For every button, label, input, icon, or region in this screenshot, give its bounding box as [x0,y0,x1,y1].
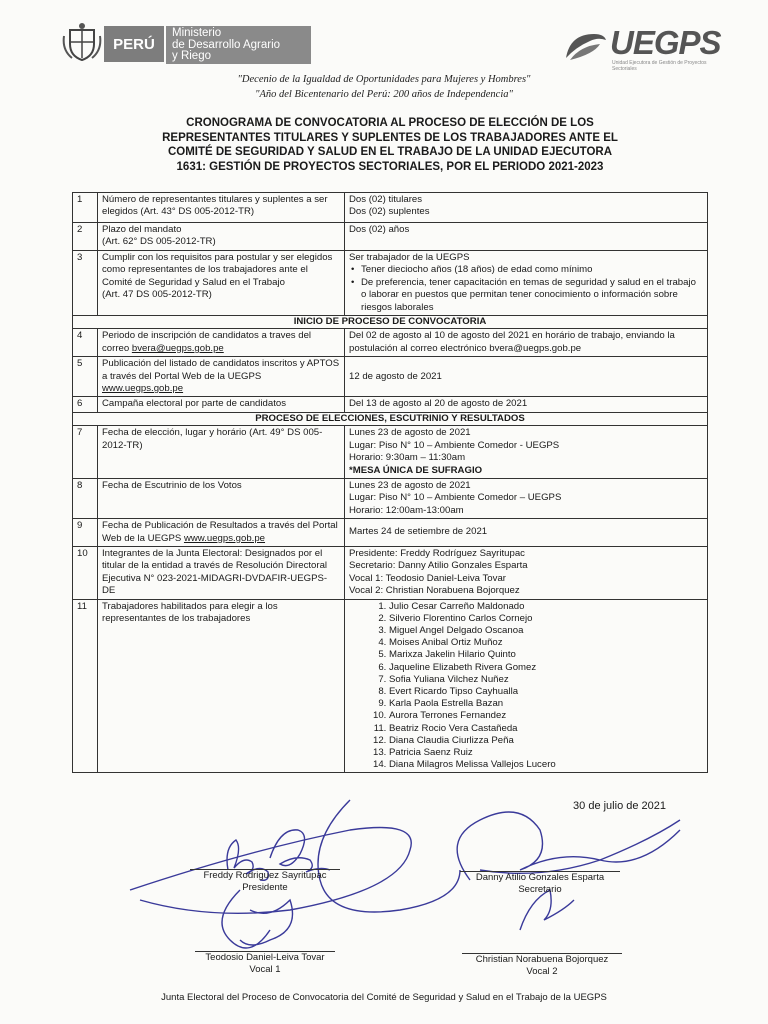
signature-president: Freddy Rodriguez Sayritupac Presidente [190,869,340,894]
list-item: 6. Jaqueline Elizabeth Rivera Gomez [389,662,703,674]
document-title: CRONOGRAMA DE CONVOCATORIA AL PROCESO DE ELECCIÓN DE LOS REPRESENTANTES TITULARES Y SUPLENTES DE LOS TRABAJADORES ANTE EL COMITÉ DE SEGURIDAD Y SALUD EN EL TRABAJO DE LA UNIDAD EJECUTORA 1631: GESTIÓN DE PROYECTOS SECTORIALES, POR EL PERIODO 2021-2023 [162,117,618,173]
list-item: 14. Diana Milagros Melissa Vallejos Lucero [389,759,703,771]
table-row: 4 Periodo de inscripción de candidatos a traves del correo bvera@uegps.gob.pe Del 02 de agosto al 10 de agosto del 2021 en horário de trabajo, enviando la postulación al correo electrónico bvera@uegps.gob.pe [73,329,708,357]
list-item: 7. Sofia Yuliana Vilchez Nuñez [389,674,703,686]
section-header: PROCESO DE ELECCIONES, ESCUTRINIO Y RESULTADOS [73,412,708,425]
table-row: 2 Plazo del mandato (Art. 62° DS 005-2012-TR) Dos (02) años [73,223,708,251]
uegps-emblem-icon [562,28,608,68]
footer-text: Junta Electoral del Proceso de Convocatoria del Comité de Seguridad y Salud en el Trabajo de la UEGPS [161,992,607,1003]
signature-vocal-2: Christian Norabuena Bojorquez Vocal 2 [462,953,622,978]
list-item: 2. Silverio Florentino Carlos Cornejo [389,613,703,625]
table-row: 8 Fecha de Escutrinio de los Votos Lunes 23 de agosto de 2021 Lugar: Piso N° 10 – Ambiente Comedor – UEGPS Horario: 12:00am-13:00am [73,478,708,518]
peru-label: PERÚ [104,26,164,62]
table-row: 11 Trabajadores habilitados para elegir a los representantes de los trabajadores 1. Julio Cesar Carreño Maldonado 2. Silverio Florentino Carlos Cornejo 3. Miguel Angel Delgado Oscanoa 4. Moises Anibal Ortiz Muñoz 5. Marixza Jakelin Hilario Quinto 6. Jaqueline Elizabeth Rivera Gomez 7. Sofia Yuliana Vilchez Nuñez 8. Evert Ricardo Tipso Cayhualla 9. Karla Paola Estrella Bazan 10. Aurora Terrones Fernandez 11. Beatriz Rocio Vera Castañeda 12. Diana Claudia Ciurlizza Peña 13. Patricia Saenz Ruiz 14. Diana Milagros Melissa Vallejos Lucero [73,599,708,773]
list-item: 11. Beatriz Rocio Vera Castañeda [389,723,703,735]
workers-list [349,601,703,772]
list-item: 10. Aurora Terrones Fernandez [389,710,703,722]
table-row: 6 Campaña electoral por parte de candidatos Del 13 de agosto al 20 de agosto de 2021 [73,397,708,412]
table-row: 10 Integrantes de la Junta Electoral: Designados por el titular de la entidad a través de Resolución Directoral Ejecutiva N° 023-2021-MIDAGRI-DVDAFIR-UEGPS-DE Presidente: Freddy Rodríguez Sayritupac Secretario: Danny Atilio Gonzales Esparta Vocal 1: Teodosio Daniel-Leiva Tovar Vocal 2: Christian Norabuena Bojorquez [73,546,708,599]
table-row: 9 Fecha de Publicación de Resultados a través del Portal Web de la UEGPS www.uegps.gob.pe Martes 24 de setiembre de 2021 [73,519,708,547]
schedule-table [72,192,708,773]
list-item: 5. Marixza Jakelin Hilario Quinto [389,649,703,661]
table-row: 7 Fecha de elección, lugar y horário (Art. 49° DS 005-2012-TR) Lunes 23 de agosto de 2021 Lugar: Piso N° 10 – Ambiente Comedor - UEGPS Horario: 9:30am – 11:30am *MESA ÚNICA DE SUFRAGIO [73,426,708,479]
list-item: 12. Diana Claudia Ciurlizza Peña [389,735,703,747]
uegps-logo: UEGPS Unidad Ejecutora de Gestión de Proyectos Sectoriales [562,22,722,72]
section-header: INICIO DE PROCESO DE CONVOCATORIA [73,316,708,329]
email-link[interactable]: bvera@uegps.gob.pe [131,342,224,354]
portal-link[interactable]: www.uegps.gob.pe [183,532,266,544]
list-item: 1. Julio Cesar Carreño Maldonado [389,601,703,613]
table-row: 1 Número de representantes titulares y suplentes a ser elegidos (Art. 43° DS 005-2012-TR) Dos (02) titulares Dos (02) suplentes [73,193,708,223]
list-item: 9. Karla Paola Estrella Bazan [389,698,703,710]
table-row: 5 Publicación del listado de candidatos inscritos y APTOS a través del Portal Web de la UEGPS www.uegps.gob.pe 12 de agosto de 2021 [73,357,708,397]
signature-secretary: Danny Atilio Gonzales Esparta Secretario [460,871,620,896]
portal-link[interactable]: www.uegps.gob.pe [102,383,184,395]
peru-coat-of-arms-icon [62,22,102,64]
list-item: 3. Miguel Angel Delgado Oscanoa [389,625,703,637]
list-item: 13. Patricia Saenz Ruiz [389,747,703,759]
letterhead [62,22,722,72]
signature-vocal-1: Teodosio Daniel-Leiva Tovar Vocal 1 [195,951,335,976]
decade-mottos: "Decenio de la Igualdad de Oportunidades para Mujeres y Hombres" "Año del Bicentenario del Perú: 200 años de Independencia" [237,74,531,100]
document-date: 30 de julio de 2021 [573,800,666,812]
list-item: 8. Evert Ricardo Tipso Cayhualla [389,686,703,698]
list-item: 4. Moises Anibal Ortiz Muñoz [389,637,703,649]
table-row: 3 Cumplir con los requisitos para postular y ser elegidos como representantes de los trabajadores ante el Comité de Seguridad y Salud en el Trabajo (Art. 47 DS 005-2012-TR) Ser trabajador de la UEGPS • Tener dieciocho años (18 años) de edad como mínimo • De preferencia, tener capacitación en temas de seguridad y salud en el trabajo o laborar en puestos que permitan tener conocimiento o información sobre riesgos laborales [73,251,708,316]
ministry-label: Ministerio de Desarrollo Agrario y Riego [166,26,311,64]
